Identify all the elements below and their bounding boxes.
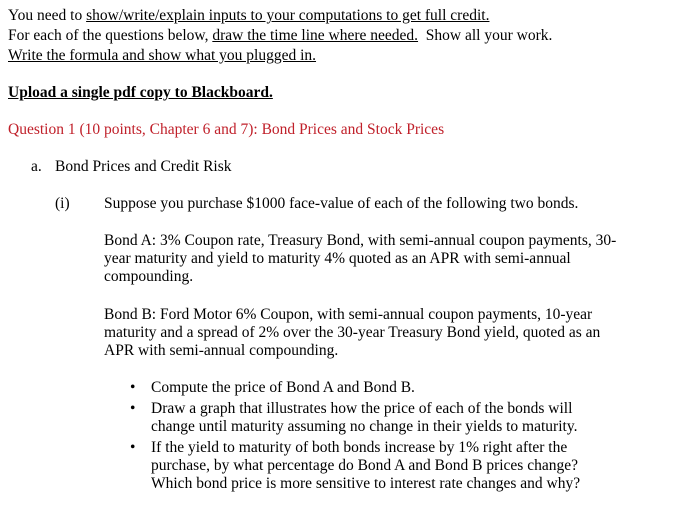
bullet-item-compute-price: [130, 379, 630, 397]
part-a-title: Bond Prices and Credit Risk: [55, 158, 232, 175]
bond-b-description: Bond B: Ford Motor 6% Coupon, with semi-annual coupon payments, 10-year maturity and a spread of 2% over the 30-year Treasury Bond yield, quoted as an APR with semi-annual compounding.: [104, 306, 601, 359]
sub-i-text: Suppose you purchase $1000 face-value of each of the following two bonds.: [104, 195, 579, 212]
instruction-line-2-prefix: For each of the questions below,: [8, 27, 213, 44]
instruction-line-1-prefix: You need to: [8, 7, 87, 24]
bullet-dot-icon: •: [130, 439, 136, 456]
instruction-line-2-underlined: draw the time line where needed.: [212, 27, 419, 44]
bullet-text: If the yield to maturity of both bonds increase by 1% right after the purchase, by what percentage do Bond A and Bond B prices change? Which bond price is more sensitive to interest rate changes and why?: [151, 439, 581, 492]
bullet-text: Draw a graph that illustrates how the price of each of the bonds will change until maturity assuming no change in their yields to maturity.: [151, 400, 578, 435]
sub-i-label: (i): [55, 195, 70, 212]
bullet-dot-icon: •: [130, 379, 136, 396]
upload-instruction: Upload a single pdf copy to Blackboard.: [8, 84, 273, 101]
question-title: Question 1 (10 points, Chapter 6 and 7): Bond Prices and Stock Prices: [8, 121, 445, 138]
instruction-line-2-suffix: Show all your work.: [418, 27, 553, 44]
task-bullet-list: [130, 379, 630, 496]
bond-a-description: Bond A: 3% Coupon rate, Treasury Bond, with semi-annual coupon payments, 30-year maturity and yield to maturity 4% quoted as an APR with semi-annual compounding.: [104, 232, 617, 285]
bullet-item-yield-change: [130, 439, 621, 493]
instruction-line-1: [8, 7, 489, 25]
instruction-line-3: Write the formula and show what you plugged in.: [8, 47, 317, 64]
instruction-line-2: [8, 27, 552, 45]
part-a-label: a.: [31, 158, 42, 175]
bullet-dot-icon: •: [130, 400, 136, 417]
bullet-text: Compute the price of Bond A and Bond B.: [151, 379, 415, 396]
bullet-item-draw-graph: [130, 400, 611, 436]
instruction-line-1-underlined: show/write/explain inputs to your computations to get full credit.: [86, 7, 490, 24]
